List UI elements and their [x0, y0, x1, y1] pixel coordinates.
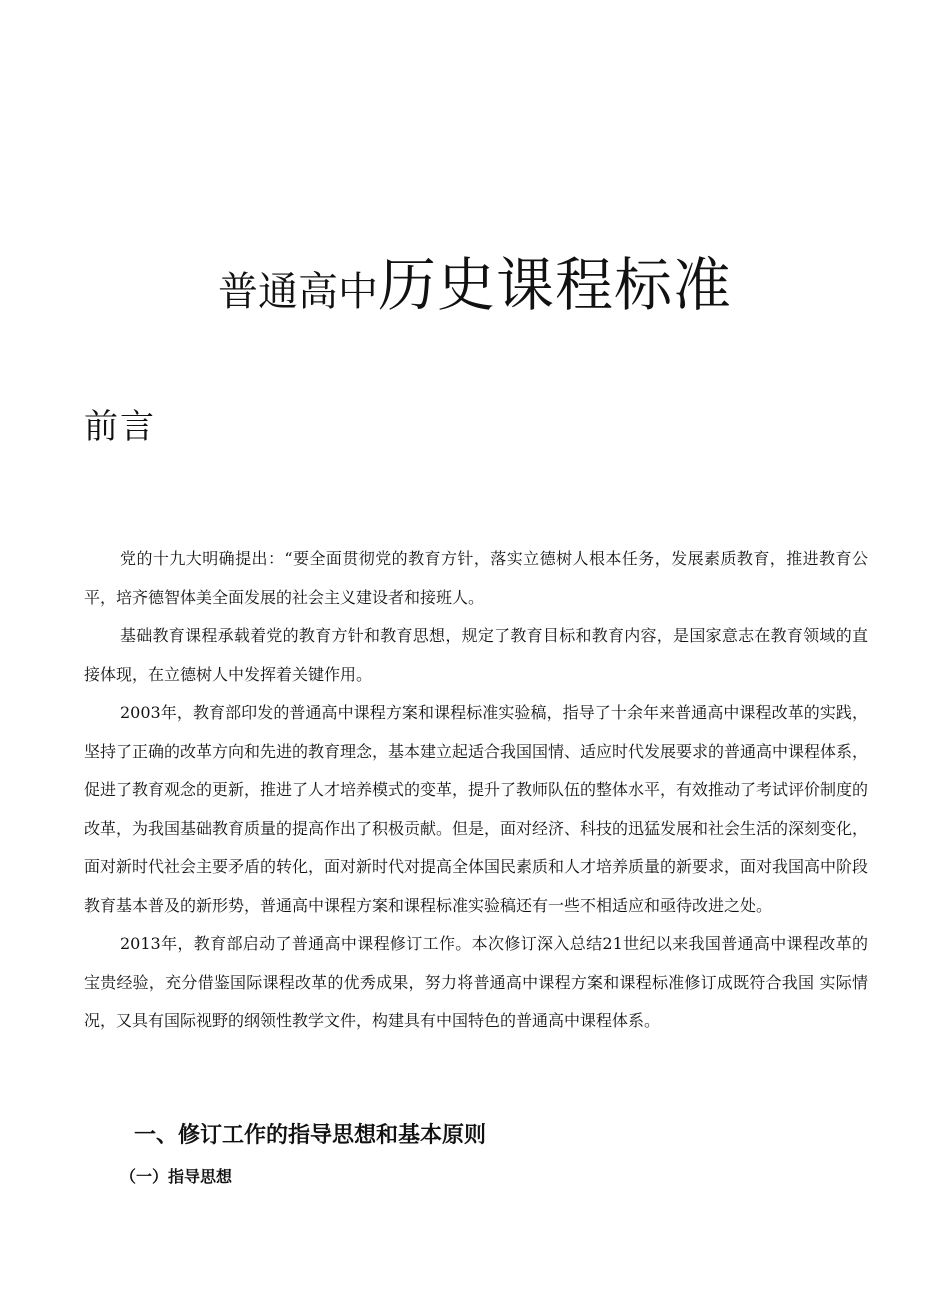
preface-body: [84, 540, 868, 1041]
paragraph-1: 党的十九大明确提出：“要全面贯彻党的教育方针，落实立德树人根本任务，发展素质教育，推进教育公平，培齐德智体美全面发展的社会主义建设者和接班人。: [84, 549, 868, 607]
title-prefix: 普通高中: [217, 269, 378, 315]
preface-heading: 前言: [84, 407, 156, 447]
subsection-heading: （一）指导思想: [120, 1167, 233, 1186]
paragraph-2: 基础教育课程承载着党的教育方针和教育思想，规定了教育目标和教育内容，是国家意志在教育领域的直接体现，在立德树人中发挥着关键作用。: [84, 626, 868, 684]
paragraph-4: 2013年，教育部启动了普通高中课程修订工作。本次修订深入总结21世纪以来我国普通高中课程改革的宝贵经验，充分借鉴国际课程改革的优秀成果，努力将普通高中课程方案和课程标准修订成既符合我国 实际情况，又具有国际视野的纲领性教学文件，构建具有中国特色的普通高中课程体系。: [84, 934, 868, 1030]
title-main: 历史课程标准: [377, 251, 732, 319]
paragraph-3: 2003年，教育部印发的普通高中课程方案和课程标准实验稿，指导了十余年来普通高中课程改革的实践，坚持了正确的改革方向和先进的教育理念，基本建立起适合我国国情、适应时代发展要求的普通高中课程体系，促进了教育观念的更新，推进了人才培养模式的变革，提升了教师队伍的整体水平，有效推动了考试评价制度的改革，为我国基础教育质量的提高作出了积极贡献。但是，面对经济、科技的迅猛发展和社会生活的深刻变化，面对新时代社会主要矛盾的转化，面对新时代对提高全体国民素质和人才培养质量的新要求，面对我国高中阶段教育基本普及的新形势，普通高中课程方案和课程标准实验稿还有一些不相适应和亟待改进之处。: [84, 703, 869, 915]
document-title: [0, 251, 950, 319]
section-heading: 一、修订工作的指导思想和基本原则: [134, 1122, 487, 1148]
